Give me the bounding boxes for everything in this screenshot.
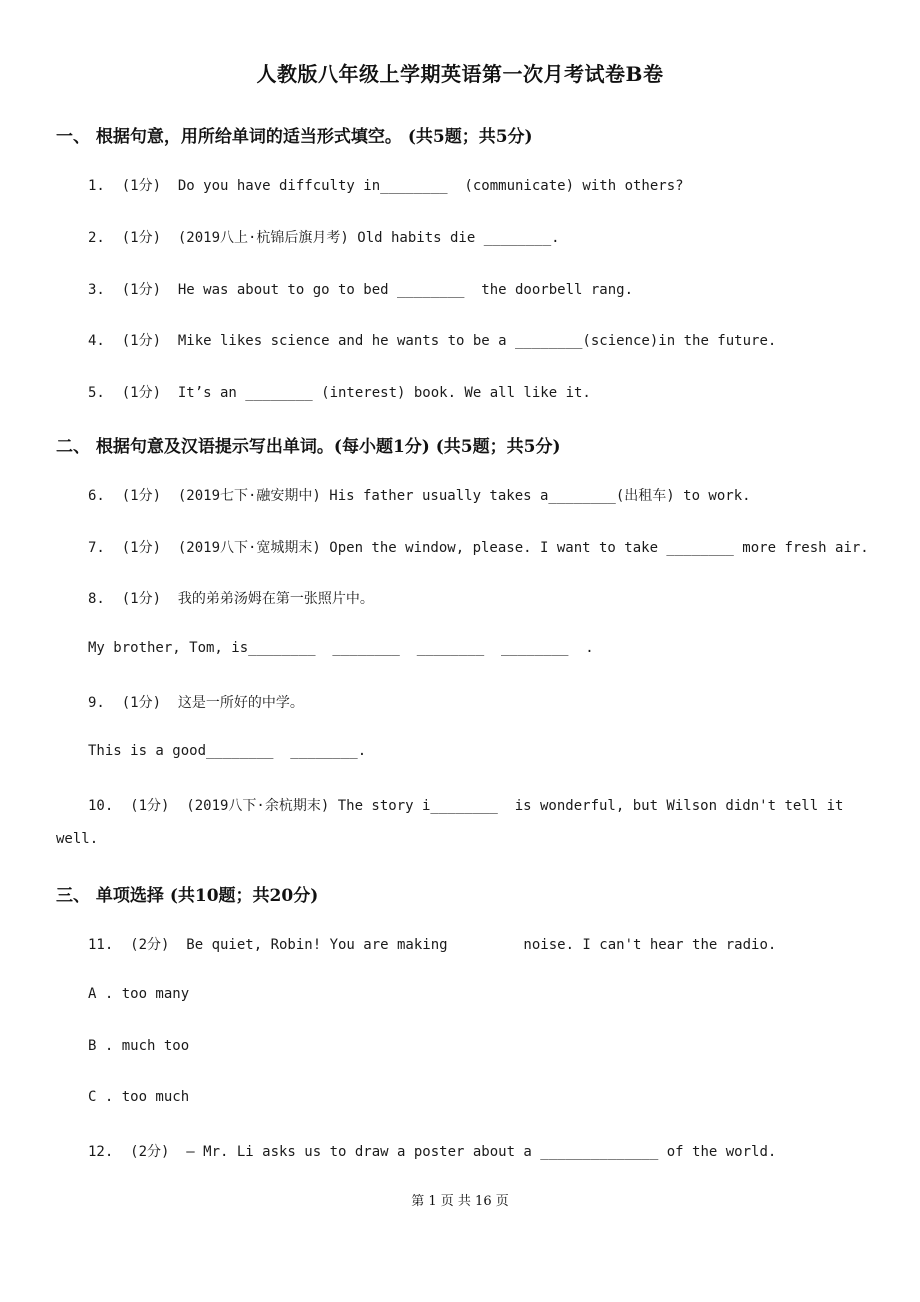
section-heading-2: 二、 根据句意及汉语提示写出单词。(每小题1分) (共5题；共5分): [56, 437, 561, 457]
question-9-answer-line: This is a good________ ________.: [88, 743, 367, 759]
question-4: 4. (1分) Mike likes science and he wants to be a ________(science)in the future.: [88, 333, 777, 349]
option-c: C . too much: [88, 1089, 190, 1105]
question-8-answer-line: My brother, Tom, is________ ________ ________ ________ .: [88, 640, 594, 656]
question-6: 6. (1分) (2019七下·融安期中) His father usually takes a________(出租车) to work.: [88, 488, 751, 504]
question-1: 1. (1分) Do you have diffculty in________ (communicate) with others?: [88, 178, 684, 194]
page-footer: 第 1 页 共 16 页: [411, 1194, 509, 1209]
question-8: 8. (1分) 我的弟弟汤姆在第一张照片中。: [88, 591, 374, 607]
question-12: 12. (2分) — Mr. Li asks us to draw a poster about a ______________ of the world.: [88, 1144, 777, 1160]
option-b: B . much too: [88, 1038, 190, 1054]
section-heading-3: 三、 单项选择 (共10题；共20分): [56, 886, 319, 906]
section-heading-1: 一、 根据句意，用所给单词的适当形式填空。 (共5题；共5分): [56, 127, 533, 147]
option-a: A . too many: [88, 986, 190, 1002]
question-7: 7. (1分) (2019八下·宽城期末) Open the window, please. I want to take ________ more fresh air.: [88, 540, 869, 556]
page-title: 人教版八年级上学期英语第一次月考试卷B卷: [256, 62, 664, 86]
question-11: 11. (2分) Be quiet, Robin! You are making noise. I can't hear the radio.: [88, 937, 777, 953]
question-9: 9. (1分) 这是一所好的中学。: [88, 695, 304, 711]
question-3: 3. (1分) He was about to go to bed ________ the doorbell rang.: [88, 282, 634, 298]
question-10: 10. (1分) (2019八下·余杭期末) The story i________ is wonderful, but Wilson didn't tell it: [88, 798, 844, 814]
question-2: 2. (1分) (2019八上·杭锦后旗月考) Old habits die ________.: [88, 230, 560, 246]
question-5: 5. (1分) It’s an ________ (interest) book. We all like it.: [88, 385, 591, 401]
question-10-continuation: well.: [56, 831, 99, 847]
